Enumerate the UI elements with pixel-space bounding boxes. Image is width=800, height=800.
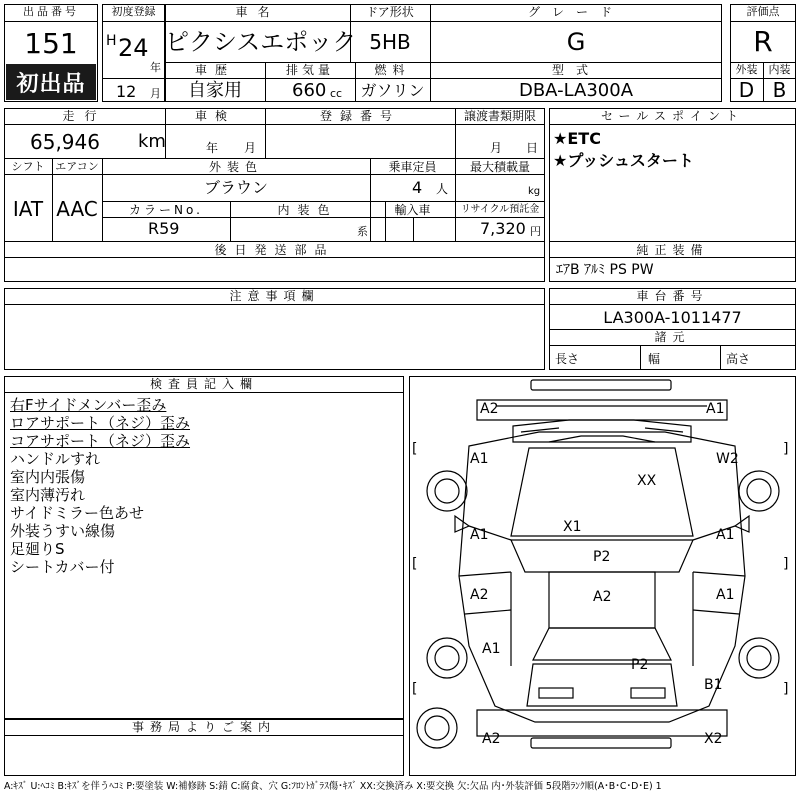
ac: AAC xyxy=(56,197,98,221)
transfer-label: 譲渡書類期限 xyxy=(463,109,536,123)
mark-rear-left: A2 xyxy=(482,731,501,747)
inspection-year-unit: 年 xyxy=(206,141,219,155)
score-label: 評価点 xyxy=(746,5,780,18)
lot-label: 出品番号 xyxy=(23,5,79,18)
model-code: DBA-LA300A xyxy=(518,80,634,101)
bracket-left-bottom: [ xyxy=(412,681,418,697)
inspector-note: 右Fサイドメンバー歪み xyxy=(10,396,167,414)
mark-front-left: A2 xyxy=(480,401,499,417)
load-unit: kg xyxy=(528,186,541,197)
seats-label: 乗車定員 xyxy=(388,160,437,174)
shift: IAT xyxy=(12,197,44,221)
legend: A:ｷｽﾞ U:ﾍｺﾐ B:ｷｽﾞを伴うﾍｺﾐ P:要塗装 W:補修跡 S:錆 C:腐食、穴 G:ﾌﾛﾝﾄｶﾞﾗｽ傷･ｷｽﾞ XX:交換済み X:要交換 欠:欠品 内･外装評価 5段階ﾗﾝｸ順(A･B･C･D･E) 1 xyxy=(4,781,662,792)
mark-quarter-right: B1 xyxy=(704,677,723,693)
inspector-note: コアサポート（ネジ）歪み xyxy=(10,432,191,450)
mark-quarter-left: A1 xyxy=(482,641,501,657)
recycle-label: リサイクル預託金 xyxy=(460,204,540,215)
score: R xyxy=(753,25,773,58)
interior-grade: B xyxy=(772,78,787,102)
load-label: 最大積載量 xyxy=(469,160,530,174)
equipment: ｴｱB ｱﾙﾐ PS PW xyxy=(556,262,654,278)
bracket-left-top: [ xyxy=(412,441,418,457)
mileage-label: 走行 xyxy=(62,109,107,123)
mileage: 65,946 xyxy=(30,130,100,154)
inspector-note: 外装うすい線傷 xyxy=(10,522,116,540)
car-name-label: 車名 xyxy=(235,5,280,19)
sales-point: ★ETC xyxy=(553,129,601,148)
inspector-note: 室内内張傷 xyxy=(10,468,86,486)
dims-label: 諸元 xyxy=(654,330,691,344)
mileage-unit: km xyxy=(138,131,166,152)
inspector-note: 足廻りS xyxy=(10,540,65,558)
mark-door-fr: A1 xyxy=(716,527,735,543)
transfer-day: 日 xyxy=(526,141,539,155)
sales-label: セールスポイント xyxy=(601,109,744,123)
displacement: 660 xyxy=(292,80,327,101)
mark-trunk: P2 xyxy=(631,657,649,673)
mark-fender-right: W2 xyxy=(716,451,739,467)
grade: G xyxy=(566,28,586,56)
mark-rear-right: X2 xyxy=(704,731,723,747)
office-label: 事務局よりご案内 xyxy=(131,720,276,734)
bracket-left-mid: [ xyxy=(412,556,418,572)
recycle-unit: 円 xyxy=(530,225,541,238)
mark-roof-front: X1 xyxy=(563,519,582,535)
color-no-label: カラーNo. xyxy=(129,203,203,217)
history-label: 車歴 xyxy=(194,63,235,77)
month-unit: 月 xyxy=(150,87,161,100)
era-letter: H xyxy=(106,33,117,49)
mark-door-fl: A1 xyxy=(470,527,489,543)
exterior-grade: D xyxy=(738,78,755,102)
import-label: 輸入車 xyxy=(394,203,431,217)
year-unit: 年 xyxy=(150,61,161,74)
mark-front-right: A1 xyxy=(706,401,725,417)
car-name: ピクシスエポック xyxy=(165,28,357,56)
fuel-label: 燃料 xyxy=(374,63,411,77)
inspection-label: 車検 xyxy=(194,109,235,123)
seats: 4 xyxy=(412,178,423,197)
mark-fender-left: A1 xyxy=(470,451,489,467)
chassis-label: 車台番号 xyxy=(636,289,709,303)
notes-label: 注意事項欄 xyxy=(229,289,320,303)
car-diagram xyxy=(409,376,796,776)
equipment-label: 純正装備 xyxy=(636,243,709,257)
ext-color-label: 外装色 xyxy=(208,160,263,174)
displacement-unit: cc xyxy=(330,87,343,100)
later-parts-label: 後日発送部品 xyxy=(214,243,335,257)
length-label: 長さ xyxy=(555,352,580,366)
history: 自家用 xyxy=(188,80,242,101)
first-reg-year: 24 xyxy=(118,34,149,62)
mark-hood: XX xyxy=(637,473,657,489)
int-color-label: 内装色 xyxy=(277,203,338,217)
inspector-label: 検査員記入欄 xyxy=(149,377,258,391)
bracket-right-mid: ] xyxy=(783,556,789,572)
grade-label: グレード xyxy=(527,5,624,19)
registration-label: 登録番号 xyxy=(319,109,400,123)
inspector-note: シートカバー付 xyxy=(10,558,115,576)
mark-roof-mid: P2 xyxy=(593,549,611,565)
inspector-note: ハンドルすれ xyxy=(10,450,101,468)
inspector-note: サイドミラー色あせ xyxy=(10,504,144,522)
ac-label: エアコン xyxy=(55,160,99,173)
exterior-label: 外装 xyxy=(735,63,758,76)
fuel: ガソリン xyxy=(360,81,425,100)
width-label: 幅 xyxy=(648,352,661,366)
sales-point: ★プッシュスタート xyxy=(553,151,694,170)
lot-number: 151 xyxy=(24,27,78,60)
first-reg-month: 12 xyxy=(116,82,137,101)
bracket-right-bottom: ] xyxy=(783,681,789,697)
seats-unit: 人 xyxy=(436,182,449,196)
inspector-note: 室内薄汚れ xyxy=(10,486,86,504)
chassis-number: LA300A-1011477 xyxy=(603,308,742,327)
recycle: 7,320 xyxy=(480,219,526,238)
height-label: 高さ xyxy=(726,352,751,366)
shift-label: シフト xyxy=(11,160,45,173)
inspection-month-unit: 月 xyxy=(244,141,257,155)
door-label: ドア形状 xyxy=(366,5,414,19)
mark-roof-rear: A2 xyxy=(593,589,612,605)
interior-label: 内装 xyxy=(768,63,791,76)
mark-door-rr: A1 xyxy=(716,587,735,603)
mark-door-rl: A2 xyxy=(470,587,489,603)
model-label: 型式 xyxy=(551,63,600,77)
inspector-note: ロアサポート（ネジ）歪み xyxy=(10,414,191,432)
int-color-unit: 系 xyxy=(357,225,368,238)
first-listing-badge: 初出品 xyxy=(6,64,96,100)
color-no: R59 xyxy=(148,219,180,238)
ext-color: ブラウン xyxy=(203,178,268,197)
first-reg-label: 初度登録 xyxy=(111,5,156,18)
door-type: 5HB xyxy=(369,30,411,54)
bracket-right-top: ] xyxy=(783,441,789,457)
displacement-label: 排気量 xyxy=(285,63,334,77)
transfer-month: 月 xyxy=(490,141,503,155)
